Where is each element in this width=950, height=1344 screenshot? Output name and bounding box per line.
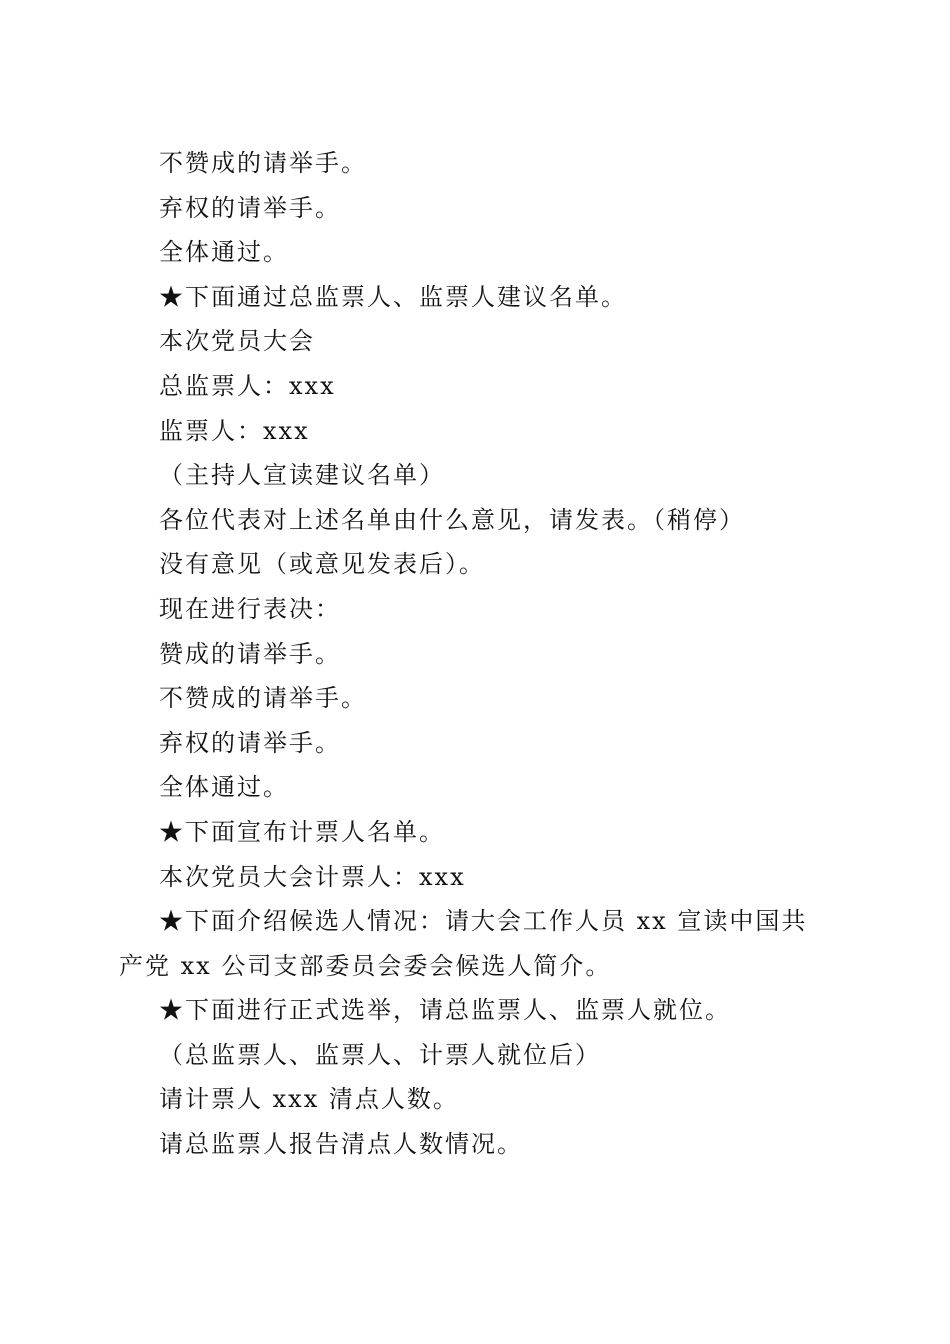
- paragraph: 弃权的请举手。: [159, 728, 341, 757]
- paragraph: 全体通过。: [159, 773, 289, 802]
- paragraph: 弃权的请举手。: [159, 193, 341, 222]
- paragraph: 总监票人：xxx: [159, 371, 336, 400]
- paragraph: 不赞成的请举手。: [159, 149, 367, 177]
- section-heading: ★下面通过总监票人、监票人建议名单。: [159, 282, 627, 311]
- paragraph: 不赞成的请举手。: [159, 684, 367, 713]
- section-heading: ★下面进行正式选举，请总监票人、监票人就位。: [159, 996, 731, 1025]
- paragraph: 全体通过。: [159, 238, 289, 267]
- paragraph: 没有意见（或意见发表后）。: [159, 550, 485, 579]
- paragraph: 请总监票人报告清点人数情况。: [159, 1130, 523, 1159]
- paragraph: （主持人宣读建议名单）: [159, 461, 445, 490]
- paragraph: （总监票人、监票人、计票人就位后）: [159, 1040, 601, 1069]
- paragraph: 各位代表对上述名单由什么意见，请发表。（稍停）: [159, 505, 745, 534]
- paragraph: 赞成的请举手。: [159, 639, 341, 668]
- paragraph: 本次党员大会: [159, 327, 315, 356]
- document-body: [119, 141, 831, 1167]
- paragraph: 本次党员大会计票人：xxx: [159, 862, 466, 891]
- section-heading: ★下面介绍候选人情况：请大会工作人员 xx 宣读中国共产党 xx 公司支部委员会委会候选人简介。: [119, 907, 808, 980]
- paragraph: 请计票人 xxx 清点人数。: [159, 1085, 459, 1114]
- section-heading: ★下面宣布计票人名单。: [159, 817, 445, 846]
- paragraph: 监票人：xxx: [159, 416, 310, 445]
- paragraph: 现在进行表决：: [159, 594, 341, 623]
